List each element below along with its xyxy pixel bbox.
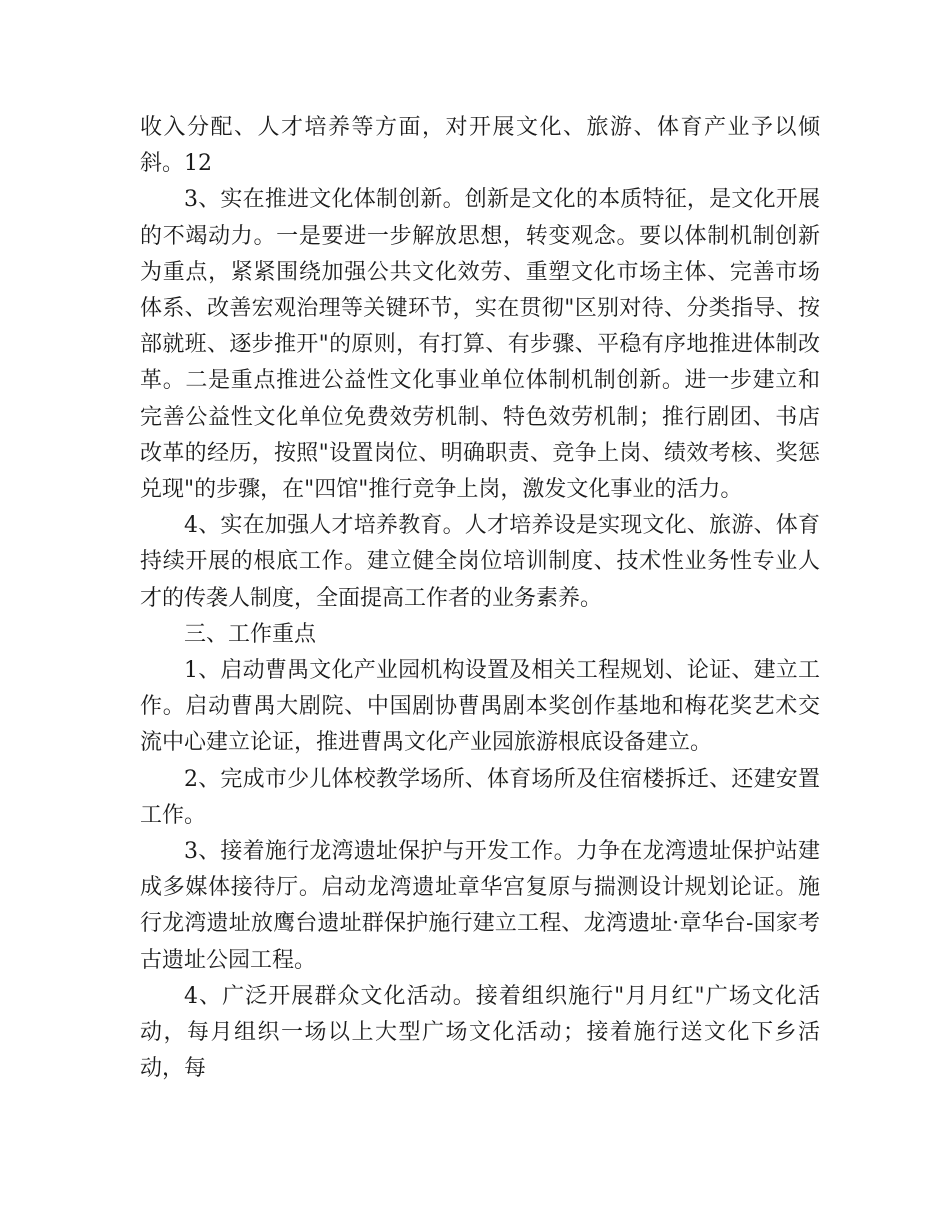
- paragraph-continued: 收入分配、人才培养等方面，对开展文化、旅游、体育产业予以倾斜。12: [140, 115, 820, 177]
- paragraph-item-4-talent-training: 4、实在加强人才培养教育。人才培养设是实现文化、旅游、体育持续开展的根底工作。建立健全岗位培训制度、技术性业务性专业人才的传袭人制度，全面提高工作者的业务素养。: [140, 513, 820, 611]
- paragraph-focus-2-sports-school: 2、完成市少儿体校教学场所、体育场所及住宿楼拆迁、还建安置工作。: [140, 766, 820, 828]
- section-heading-work-focus: 三、工作重点: [184, 621, 317, 647]
- paragraph-focus-3-longwan-site: 3、接着施行龙湾遗址保护与开发工作。力争在龙湾遗址保护站建成多媒体接待厅。启动龙湾遗址章华宫复原与揣测设计规划论证。施行龙湾遗址放鹰台遗址群保护施行建立工程、龙湾遗址·章华台-国家考古遗址公园工程。: [140, 839, 820, 973]
- paragraph-focus-1-caoyu-park: 1、启动曹禺文化产业园机构设置及相关工程规划、论证、建立工作。启动曹禺大剧院、中国剧协曹禺剧本奖创作基地和梅花奖艺术交流中心建立论证，推进曹禺文化产业园旅游根底设备建立。: [140, 658, 820, 756]
- paragraph-focus-4-mass-culture: 4、广泛开展群众文化活动。接着组织施行"月月红"广场文化活动，每月组织一场以上大型广场文化活动；接着施行送文化下乡活动，每: [140, 983, 820, 1082]
- paragraph-item-3-culture-reform: 3、实在推进文化体制创新。创新是文化的本质特征，是文化开展的不竭动力。一是要进一步解放思想，转变观念。要以体制机制创新为重点，紧紧围绕加强公共文化效劳、重塑文化市场主体、完善市场体系、改善宏观治理等关键环节，实在贯彻"区别对待、分类指导、按部就班、逐步推开"的原则，有打算、有步骤、平稳有序地推进体制改革。二是重点推进公益性文化事业单位体制机制创新。进一步建立和完善公益性文化单位免费效劳机制、特色效劳机制；推行剧团、书店改革的经历，按照"设置岗位、明确职责、竞争上岗、绩效考核、奖惩兑现"的步骤，在"四馆"推行竞争上岗，激发文化事业的活力。: [140, 187, 820, 503]
- document-body: [140, 110, 820, 1087]
